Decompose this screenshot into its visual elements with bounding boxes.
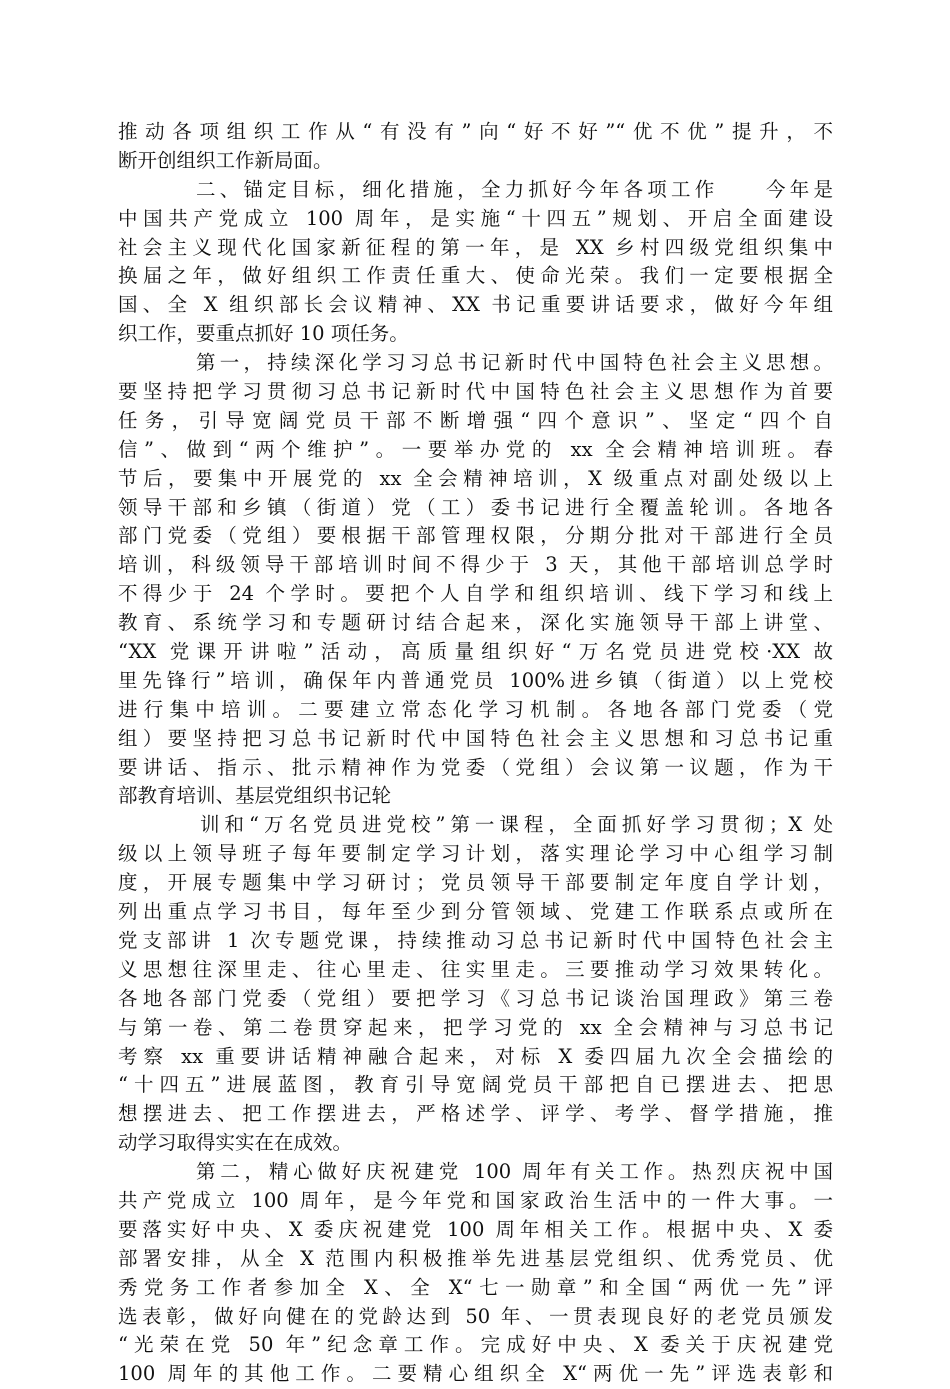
text-line: 国、全 X 组织部长会议精神、XX 书记重要讲话要求，做好今年组 xyxy=(118,293,833,317)
text-line: 进行集中培训。二要建立常态化学习机制。各地各部门党委（党 xyxy=(118,697,833,721)
text-line: 各地各部门党委（党组）要把学习《习总书记谈治国理政》第三卷 xyxy=(118,986,833,1010)
text-line: 共产党成立 100 周年，是今年党和国家政治生活中的一件大事。一 xyxy=(118,1188,833,1212)
text-line: 里先锋行”培训，确保年内普通党员 100%进乡镇（街道）以上党校 xyxy=(118,668,833,692)
text-line: 任务，引导宽阔党员干部不断增强“四个意识”、坚定“四个自 xyxy=(118,408,833,432)
text-line: 选表彰，做好向健在的党龄达到 50 年、一贯表现良好的老党员颁发 xyxy=(118,1304,833,1328)
text-line: 级以上领导班子每年要制定学习计划，落实理论学习中心组学习制 xyxy=(118,842,833,866)
text-line: 社会主义现代化国家新征程的第一年，是 XX 乡村四级党组织集中 xyxy=(118,235,833,259)
text-line: 换届之年，做好组织工作责任重大、使命光荣。我们一定要根据全 xyxy=(118,264,833,288)
text-line: 部署安排，从全 X 范围内积极推举先进基层党组织、优秀党员、优 xyxy=(118,1246,833,1270)
text-line: 考察 xx 重要讲话精神融合起来，对标 X 委四届九次全会描绘的 xyxy=(118,1044,833,1068)
text-line: 列出重点学习书目，每年至少到分管领域、党建工作联系点或所在 xyxy=(118,900,833,924)
text-line: “XX 党课开讲啦”活动，高质量组织好“万名党员进党校·XX 故 xyxy=(118,640,833,664)
paragraph-start-line: 训和“万名党员进党校”第一课程，全面抓好学习贯彻；X 处 xyxy=(200,813,833,837)
text-line: 部门党委（党组）要根据干部管理权限，分期分批对干部进行全员 xyxy=(118,524,833,548)
document-body xyxy=(118,118,833,1389)
text-line: 要坚持把学习贯彻习总书记新时代中国特色社会主义思想作为首要 xyxy=(118,380,833,404)
text-line: 想摆进去、把工作摆进去，严格述学、评学、考学、督学措施，推 xyxy=(118,1102,833,1126)
text-line: 度，开展专题集中学习研讨；党员领导干部要制定年度自学计划， xyxy=(118,871,833,895)
text-line: 与第一卷、第二卷贯穿起来，把学习党的 xx 全会精神与习总书记 xyxy=(118,1015,833,1039)
paragraph-start-line: 第一，持续深化学习习总书记新时代中国特色社会主义思想。 xyxy=(196,351,833,375)
text-line: 节后，要集中开展党的 xx 全会精神培训，X 级重点对副处级以上 xyxy=(118,466,833,490)
text-line: 不得少于 24 个学时。要把个人自学和组织培训、线下学习和线上 xyxy=(118,582,833,606)
text-line: 要落实好中央、X 委庆祝建党 100 周年相关工作。根据中央、X 委 xyxy=(118,1217,833,1241)
text-line: “十四五”进展蓝图，教育引导宽阔党员干部把自已摆进去、把思 xyxy=(118,1073,833,1097)
text-line: 中国共产党成立 100 周年，是实施“十四五”规划、开启全面建设 xyxy=(118,206,833,230)
paragraph-start-line: 第二，精心做好庆祝建党 100 周年有关工作。热烈庆祝中国 xyxy=(196,1160,833,1184)
text-line: 织工作，要重点抓好 10 项任务。 xyxy=(118,322,409,346)
text-line: 100 周年的其他工作。二要精心组织全 X“两优一先”评选表彰和 xyxy=(118,1362,833,1386)
text-line: 要讲话、指示、批示精神作为党委（党组）会议第一议题，作为干 xyxy=(118,755,833,779)
text-line: 培训，科级领导干部培训时间不得少于 3 天，其他干部培训总学时 xyxy=(118,553,833,577)
text-line: 秀党务工作者参加全 X、全 X“七一勋章”和全国“两优一先”评 xyxy=(118,1275,833,1299)
section-heading-line: 二、锚定目标，细化措施，全力抓好今年各项工作 今年是 xyxy=(196,177,833,201)
text-line: 信”、做到“两个维护”。一要举办党的 xx 全会精神培训班。春 xyxy=(118,437,833,461)
text-line: 推动各项组织工作从“有没有”向“好不好”“优不优”提升，不 xyxy=(118,120,833,143)
text-line: 领导干部和乡镇（街道）党（工）委书记进行全覆盖轮训。各地各 xyxy=(118,495,833,519)
text-line: 组）要坚持把习总书记新时代中国特色社会主义思想和习总书记重 xyxy=(118,726,833,750)
text-line: 党支部讲 1 次专题党课，持续推动习总书记新时代中国特色社会主 xyxy=(118,928,833,952)
text-line: 教育、系统学习和专题研讨结合起来，深化实施领导干部上讲堂、 xyxy=(118,611,833,635)
text-line: 部教育培训、基层党组织书记轮 xyxy=(118,784,392,808)
text-line: 断开创组织工作新局面。 xyxy=(118,148,333,172)
text-line: 义思想往深里走、往心里走、往实里走。三要推动学习效果转化。 xyxy=(118,957,833,981)
text-line: “光荣在党 50 年”纪念章工作。完成好中央、X 委关于庆祝建党 xyxy=(118,1333,833,1357)
text-line: 动学习取得实实在在成效。 xyxy=(118,1131,353,1155)
